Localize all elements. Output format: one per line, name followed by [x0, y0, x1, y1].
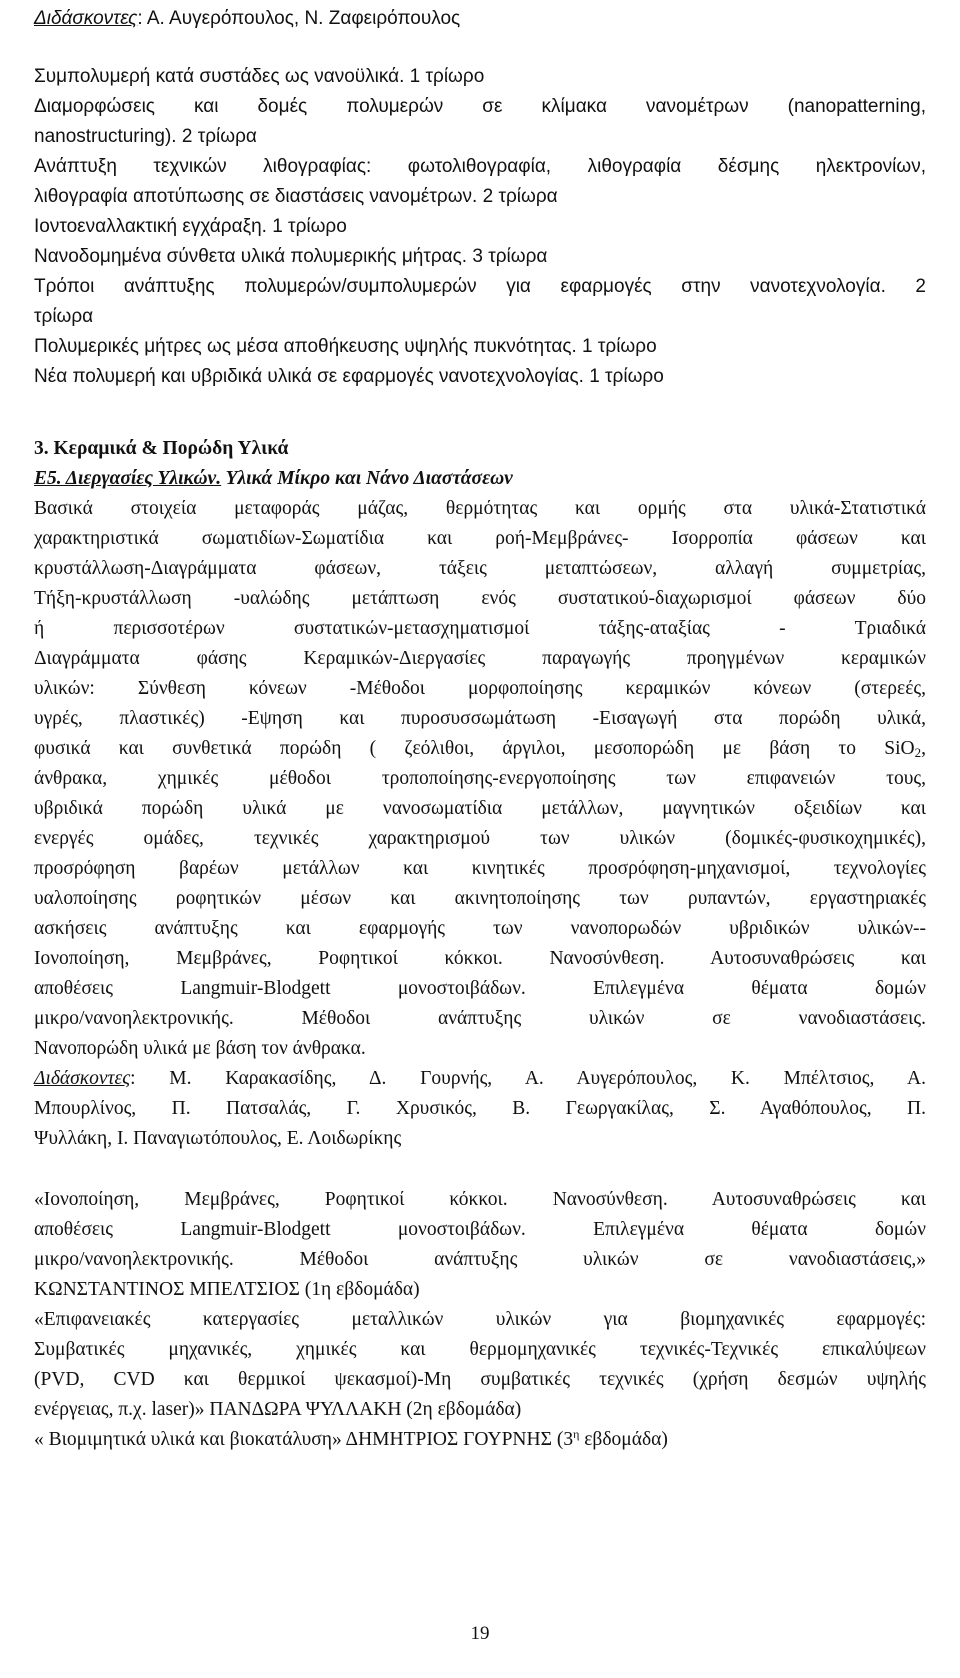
body-line-sio2	[34, 734, 926, 764]
body-line: αποθέσεις Langmuir-Blodgett μονοστοιβάδων. Επιλεγμένα θέματα δομών	[34, 978, 926, 999]
topic-line: Ανάπτυξη τεχνικών λιθογραφίας: φωτολιθογραφία, λιθογραφία δέσμης ηλεκτρονίων,	[34, 156, 926, 177]
lecture-line-last	[34, 1425, 926, 1455]
topic-line: Νέα πολυμερή και υβριδικά υλικά σε εφαρμογές νανοτεχνολογίας. 1 τρίωρο	[34, 366, 664, 387]
body-line: Ιονοποίηση, Μεμβράνες, Ροφητικοί κόκκοι. Νανοσύνθεση. Αυτοσυναθρώσεις και	[34, 948, 926, 969]
body-line-last: Νανοπορώδη υλικά με βάση τον άνθρακα.	[34, 1038, 366, 1059]
lecture-line: αποθέσεις Langmuir-Blodgett μονοστοιβάδων. Επιλεγμένα θέματα δομών	[34, 1219, 926, 1240]
page-number: 19	[470, 1623, 490, 1644]
topic-line: Διαμορφώσεις και δομές πολυμερών σε κλίμακα νανομέτρων (nanopatterning,	[34, 96, 926, 117]
body-line: κρυστάλλωση-Διαγράμματα φάσεων, τάξεις μεταπτώσεων, αλλαγή συμμετρίας,	[34, 558, 926, 579]
body-line: προσρόφηση βαρέων μετάλλων και κινητικές προσρόφηση-μηχανισμοί, τεχνολογίες	[34, 858, 926, 879]
topic-line: τρίωρα	[34, 306, 94, 327]
course-title: Υλικά Μίκρο και Νάνο Διαστάσεων	[221, 468, 513, 489]
body-line: Βασικά στοιχεία μεταφοράς μάζας, θερμότητας και ορμής στα υλικά-Στατιστικά	[34, 498, 926, 519]
body-line: άνθρακα, χημικές μέθοδοι τροποποίησης-ενεργοποίησης των επιφανειών τους,	[34, 768, 926, 789]
body-line: υαλοποίησης ροφητικών μέσων και ακινητοποίησης των ρυπαντών, εργαστηριακές	[34, 888, 926, 909]
topic-line: Τρόποι ανάπτυξης πολυμερών/συμπολυμερών για εφαρμογές στην νανοτεχνολογία. 2	[34, 276, 926, 297]
teachers-line-3: Ψυλλάκη, Ι. Παναγιωτόπουλος, Ε. Λοιδωρίκης	[34, 1128, 402, 1149]
body-line: ή περισσοτέρων συστατικών-μετασχηματισμοί τάξης-αταξίας - Τριαδικά	[34, 618, 926, 639]
teachers-label-2: Διδάσκοντες	[34, 1068, 131, 1089]
lecture-line: μικρο/νανοηλεκτρονικής. Μέθοδοι ανάπτυξης υλικών σε νανοδιαστάσεις,»	[34, 1249, 926, 1270]
body-line: Διαγράμματα φάσης Κεραμικών-Διεργασίες παραγωγής προηγμένων κεραμικών	[34, 648, 926, 669]
lecture-line: «Επιφανειακές κατεργασίες μεταλλικών υλικών για βιομηχανικές εφαρμογές:	[34, 1309, 926, 1330]
section-heading: 3. Κεραμικά & Πορώδη Υλικά	[34, 438, 289, 459]
body-line: Τήξη-κρυστάλλωση -υαλώδης μετάπτωση ενός συστατικού-διαχωρισμοί φάσεων δύο	[34, 588, 926, 609]
body-line: μικρο/νανοηλεκτρονικής. Μέθοδοι ανάπτυξης υλικών σε νανοδιαστάσεις.	[34, 1008, 926, 1029]
lectures-block	[34, 1155, 926, 1455]
topic-line: Συμπολυμερή κατά συστάδες ως νανοϋλικά. 1 τρίωρο	[34, 66, 485, 87]
sio2-prefix: φυσικά και συνθετικά πορώδη ( ζεόλιθοι, άργιλοι, μεσοπορώδη με βάση το SiO	[34, 738, 915, 759]
body-line: υγρές, πλαστικές) -Εψηση και πυροσυσσωμάτωση -Εισαγωγή στα πορώδη υλικά,	[34, 708, 926, 729]
lecture-9-sup: η	[573, 1427, 580, 1441]
lecture-line: ΚΩΝΣΤΑΝΤΙΝΟΣ ΜΠΕΛΤΣΙΟΣ (1η εβδομάδα)	[34, 1279, 420, 1300]
teachers-label: Διδάσκοντες	[34, 8, 138, 29]
body-line: υβριδικά πορώδη υλικά με νανοσωματίδια μετάλλων, μαγνητικών οξειδίων και	[34, 798, 926, 819]
lecture-9-prefix: « Βιομιμητικά υλικά και βιοκατάλυση» ΔΗΜΗΤΡΙΟΣ ΓΟΥΡΝΗΣ (3	[34, 1429, 574, 1450]
course-title-line	[34, 464, 926, 494]
lecture-line: ενέργειας, π.χ. laser)» ΠΑΝΔΩΡΑ ΨΥΛΛΑΚΗ (2η εβδομάδα)	[34, 1399, 522, 1420]
lecture-line: «Ιονοποίηση, Μεμβράνες, Ροφητικοί κόκκοι. Νανοσύνθεση. Αυτοσυναθρώσεις και	[34, 1189, 926, 1210]
topic-line: Νανοδομημένα σύνθετα υλικά πολυμερικής μήτρας. 3 τρίωρα	[34, 246, 548, 267]
body-line: ενεργές ομάδες, τεχνικές χαρακτηρισμού των υλικών (δομικές-φυσικοχημικές),	[34, 828, 926, 849]
body-line: υλικών: Σύνθεση κόνεων -Μέθοδοι μορφοποίησης κεραμικών κόνεων (στερεές,	[34, 678, 926, 699]
topic-line: Πολυμερικές μήτρες ως μέσα αποθήκευσης υψηλής πυκνότητας. 1 τρίωρο	[34, 336, 657, 357]
lecture-line: (PVD, CVD και θερμικοί ψεκασμοί)-Μη συμβατικές τεχνικές (χρήση δεσμών υψηλής	[34, 1369, 926, 1390]
topics-block	[34, 0, 926, 392]
sio2-subscript: 2	[914, 745, 922, 760]
body-line: ασκήσεις ανάπτυξης και εφαρμογής των νανοπορωδών υβριδικών υλικών--	[34, 918, 926, 939]
course-code: Ε5. Διεργασίες Υλικών.	[34, 468, 222, 489]
teachers-line-top	[34, 0, 926, 38]
sio2-suffix: ,	[921, 738, 926, 759]
teachers-names: : Α. Αυγερόπουλος, Ν. Ζαφειρόπουλος	[137, 8, 461, 29]
body-line: χαρακτηριστικά σωματιδίων-Σωματίδια και ροή-Μεμβράνες- Ισορροπία φάσεων και	[34, 528, 926, 549]
teachers-names-1: : Μ. Καρακασίδης, Δ. Γουρνής, Α. Αυγερόπουλος, Κ. Μπέλτσιος, Α.	[130, 1068, 926, 1089]
lecture-line: Συμβατικές μηχανικές, χημικές και θερμομηχανικές τεχνικές-Τεχνικές επικαλύψεων	[34, 1339, 926, 1360]
topic-line: nanostructuring). 2 τρίωρα	[34, 126, 257, 147]
section-ceramics	[34, 434, 926, 1154]
topic-line: Ιοντοεναλλακτική εγχάραξη. 1 τρίωρο	[34, 216, 347, 237]
lecture-9-suffix: εβδομάδα)	[579, 1429, 668, 1450]
topic-line: λιθογραφία αποτύπωσης σε διαστάσεις νανομέτρων. 2 τρίωρα	[34, 186, 558, 207]
teachers-line-2: Μπουρλίνος, Π. Πατσαλάς, Γ. Χρυσικός, Β. Γεωργακίλας, Σ. Αγαθόπουλος, Π.	[34, 1098, 926, 1119]
teachers-line-1	[34, 1064, 926, 1094]
